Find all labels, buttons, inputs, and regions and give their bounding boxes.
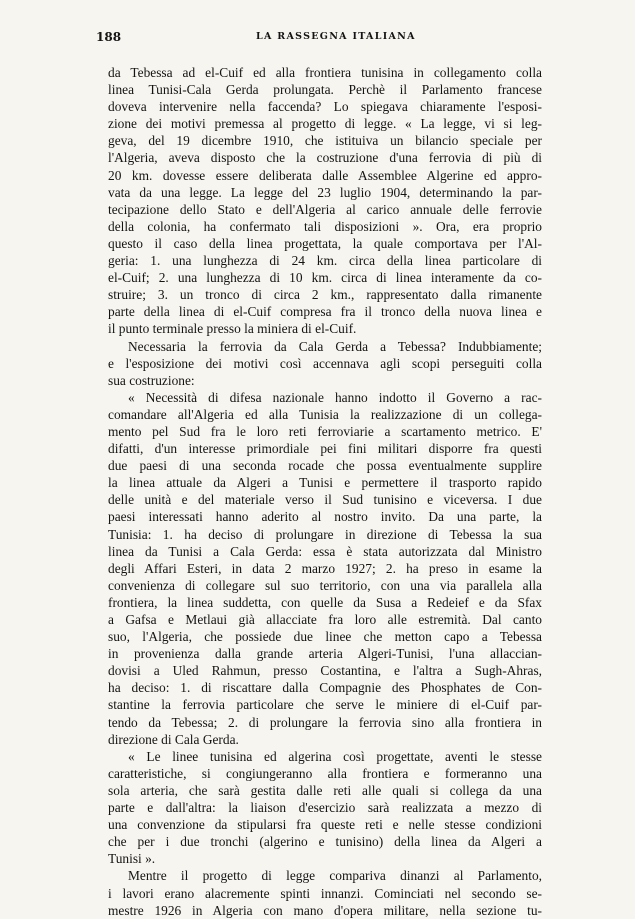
text-line: caratteristiche, si congiungeranno alla frontiera e formeranno una xyxy=(108,765,542,781)
text-line: della colonia, ha confermato tali disposizioni ». Ora, era proprio xyxy=(108,218,542,234)
text-line: questo il caso della linea progettata, la quale comportava per l'Al- xyxy=(108,235,542,251)
text-line: mento pel Sud fra le loro reti ferroviarie a scartamento metrico. E' xyxy=(108,423,542,439)
text-line: ha deciso: 1. di riscattare dalla Compagnie des Phosphates de Con- xyxy=(108,680,542,696)
text-line: doveva intervenire nella faccenda? Lo spiegava chiaramente l'esposi- xyxy=(108,99,542,115)
text-line: mestre 1926 in Algeria con mano d'opera militare, nella sezione tu- xyxy=(108,902,542,918)
text-line: stantine la ferrovia particolare che serve le miniere di el-Cuif par- xyxy=(108,697,542,713)
text-line: direzione di Cala Gerda. xyxy=(108,731,239,747)
text-line: due paesi di una seconda rocade che possa eventualmente supplire xyxy=(108,458,542,474)
text-line: linea da Tunisi a Cala Gerda: essa è stata autorizzata dal Ministro xyxy=(108,543,542,559)
text-line: in provenienza dalla grande arteria Algeri-Tunisi, l'una allaccian- xyxy=(108,646,542,662)
text-line: degli Affari Esteri, in data 2 marzo 1927; 2. ha preso in esame la xyxy=(108,560,542,576)
text-line: Tunisia: 1. ha deciso di prolungare in direzione di Tebessa la sua xyxy=(108,526,542,542)
text-line: 20 km. dovesse essere deliberata dalle Assemblee Algerine ed appro- xyxy=(108,167,542,183)
text-line: difatti, d'un interesse primordiale pei fini militari disporre fra questi xyxy=(108,441,542,457)
text-line: il punto terminale presso la miniera di el-Cuif. xyxy=(108,321,357,337)
text-line: paesi interessati hanno aderito al nostro invito. Da una parte, la xyxy=(108,509,542,525)
text-line: parte e dall'altra: la liaison d'esercizio sarà realizzata a mezzo di xyxy=(108,800,542,816)
text-line: comandare all'Algeria ed alla Tunisia la realizzazione di un collega- xyxy=(108,406,542,422)
text-line: delle unità e del materiale verso il Sud tunisino e viceversa. I due xyxy=(108,492,542,508)
text-line: Tunisi ». xyxy=(108,851,156,867)
text-line: « Necessità di difesa nazionale hanno indotto il Governo a rac- xyxy=(128,389,542,405)
page-number: 188 xyxy=(96,30,122,44)
text-line: la linea attuale da Algeri a Tunisi e permettere il trasporto rapido xyxy=(108,475,542,491)
text-line: suo, l'Algeria, che possiede due linee che metton capo a Tebessa xyxy=(108,629,542,645)
text-line: a Gafsa e Metlaui già allacciate fra loro alle estremità. Dal canto xyxy=(108,612,542,627)
text-line: e l'esposizione dei motivi così accennava agli scopi perseguiti colla xyxy=(108,355,542,371)
text-line: convenienza di collegare sul suo territorio, con una via parallela alla xyxy=(108,577,542,593)
journal-title: LA RASSEGNA ITALIANA xyxy=(256,31,416,42)
text-line: tecipazione dello Stato e dell'Algeria al carico annuale delle ferrovie xyxy=(108,201,542,217)
text-line: geva, del 19 dicembre 1910, che istituiva un bilancio speciale per xyxy=(108,133,542,149)
text-line: el-Cuif; 2. una lunghezza di 10 km. circa di linea interamente da co- xyxy=(108,270,542,286)
text-line: tendo da Tebessa; 2. di prolungare la ferrovia sino alla frontiera in xyxy=(108,714,542,730)
text-line: da Tebessa ad el-Cuif ed alla frontiera tunisina in collegamento colla xyxy=(108,65,542,80)
text-line: zione dei motivi premessa al progetto di legge. « La legge, vi si leg- xyxy=(108,116,542,132)
text-line: struire; 3. un tronco di circa 2 km., rappresentato dalla rimanente xyxy=(108,287,542,303)
text-line: Necessaria la ferrovia da Cala Gerda a Tebessa? Indubbiamente; xyxy=(128,338,542,354)
text-line: geria: 1. una lunghezza di 24 km. circa della linea particolare di xyxy=(108,253,542,269)
text-line: una convenzione da stipularsi fra queste reti e nelle stesse condizioni xyxy=(108,817,542,833)
text-line: l'Algeria, aveva disposto che la costruzione d'una ferrovia di più di xyxy=(108,150,542,166)
body-text xyxy=(108,64,542,919)
text-line: sua costruzione: xyxy=(108,372,195,388)
text-line: linea Tunisi-Cala Gerda prolungata. Perchè il Parlamento francese xyxy=(108,82,542,98)
text-line: sola arteria, che sarà gestita dalle reti alle quali si collega da una xyxy=(108,782,542,798)
text-line: frontiera, la linea suddetta, con quelle da Susa a Redeief e da Sfax xyxy=(108,594,542,610)
text-line: dovisi a Uled Rahmun, presso Costantina, e l'altra a Sugh-Ahras, xyxy=(108,663,542,679)
text-line: vata da una legge. La legge del 23 luglio 1904, determinando la par- xyxy=(108,184,542,200)
running-header xyxy=(96,30,542,48)
text-line: i lavori erano alacremente spinti innanzi. Cominciati nel secondo se- xyxy=(108,885,542,901)
text-line: Mentre il progetto di legge compariva dinanzi al Parlamento, xyxy=(128,868,542,884)
text-line: « Le linee tunisina ed algerina così progettate, aventi le stesse xyxy=(128,748,542,764)
text-line: che per i due tronchi (algerino e tunisino) della linea da Algeri a xyxy=(108,834,542,850)
text-line: parte della linea di el-Cuif compresa fra il tronco della nuova linea e xyxy=(108,304,542,320)
